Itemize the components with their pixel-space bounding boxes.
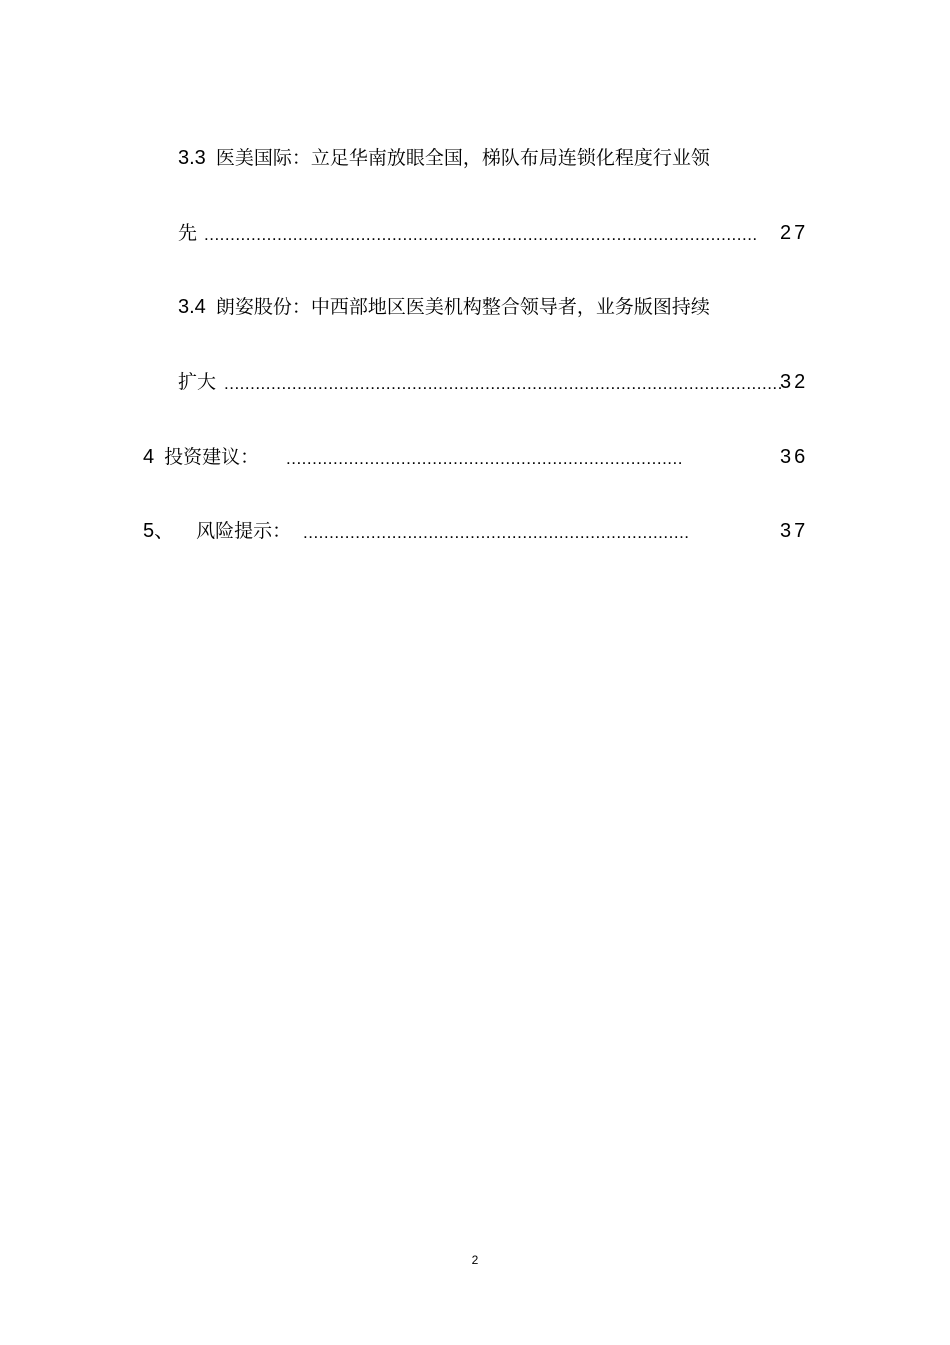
toc-page-number[interactable]: 36	[780, 446, 809, 468]
toc-entry-number: 3.3	[178, 147, 206, 169]
toc-page-number[interactable]: 37	[780, 520, 809, 542]
toc-entry-5-title[interactable]	[143, 519, 291, 543]
toc-page-number[interactable]: 27	[780, 222, 809, 244]
toc-entry-number: 3.4	[178, 296, 206, 318]
toc-leader-dots: ...........................................................................................................	[224, 374, 783, 393]
toc-entry-3-4-continuation[interactable]: 扩大	[178, 371, 217, 393]
toc-entry-title: 医美国际：立足华南放眼全国，梯队布局连锁化程度行业领	[215, 147, 710, 169]
toc-entry-number: 4	[143, 446, 155, 468]
footer-page-number: 2	[471, 1253, 479, 1267]
toc-entry-title: 风险提示：	[196, 520, 292, 542]
toc-leader-dots: ............................................................................	[286, 449, 683, 468]
toc-entry-title: 朗姿股份：中西部地区医美机构整合领导者，业务版图持续	[215, 296, 710, 318]
toc-page-number[interactable]: 32	[780, 371, 809, 393]
toc-entry-title: 投资建议：	[164, 446, 260, 468]
toc-entry-3-3-title[interactable]	[178, 146, 710, 170]
toc-entry-4-title[interactable]	[143, 445, 259, 469]
toc-leader-dots: ..........................................................................	[303, 523, 690, 542]
toc-entry-3-3-continuation[interactable]: 先	[178, 222, 198, 244]
toc-entry-number: 5、	[143, 520, 175, 542]
toc-entry-3-4-title[interactable]	[178, 295, 710, 319]
toc-leader-dots: ..........................................................................................................	[204, 225, 758, 244]
